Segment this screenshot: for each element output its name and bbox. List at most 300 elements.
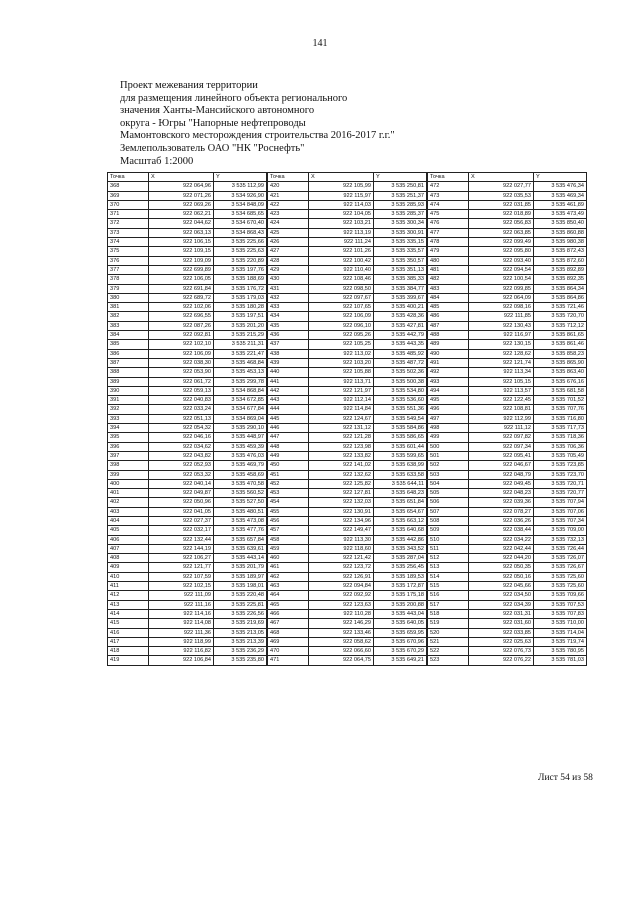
x-cell: 922 110,28 bbox=[309, 609, 374, 618]
column-header: X bbox=[309, 173, 374, 182]
x-cell: 922 113,02 bbox=[309, 349, 374, 358]
y-cell: 3 535 235,80 bbox=[214, 656, 267, 665]
x-cell: 922 106,27 bbox=[149, 554, 214, 563]
y-cell: 3 535 706,36 bbox=[534, 442, 587, 451]
table-row bbox=[268, 228, 427, 237]
y-cell: 3 535 335,57 bbox=[374, 247, 427, 256]
point-cell: 453 bbox=[268, 489, 309, 498]
coordinates-table-3 bbox=[427, 172, 587, 666]
coordinates-tables bbox=[107, 172, 587, 666]
point-cell: 375 bbox=[108, 247, 149, 256]
point-cell: 448 bbox=[268, 442, 309, 451]
point-cell: 517 bbox=[428, 600, 469, 609]
y-cell: 3 535 335,15 bbox=[374, 238, 427, 247]
y-cell: 3 535 718,36 bbox=[534, 433, 587, 442]
table-row bbox=[268, 377, 427, 386]
x-cell: 922 113,19 bbox=[309, 228, 374, 237]
x-cell: 922 044,62 bbox=[149, 219, 214, 228]
x-cell: 922 107,59 bbox=[149, 572, 214, 581]
table-row bbox=[268, 256, 427, 265]
x-cell: 922 040,14 bbox=[149, 479, 214, 488]
y-cell: 3 535 705,49 bbox=[534, 451, 587, 460]
y-cell: 3 535 219,69 bbox=[214, 619, 267, 628]
point-cell: 460 bbox=[268, 554, 309, 563]
point-cell: 494 bbox=[428, 386, 469, 395]
point-cell: 423 bbox=[268, 210, 309, 219]
x-cell: 922 042,44 bbox=[469, 544, 534, 553]
table-row bbox=[108, 479, 267, 488]
point-cell: 371 bbox=[108, 210, 149, 219]
point-cell: 379 bbox=[108, 284, 149, 293]
table-row bbox=[428, 516, 587, 525]
point-cell: 388 bbox=[108, 368, 149, 377]
point-cell: 419 bbox=[108, 656, 149, 665]
x-cell: 922 034,50 bbox=[469, 591, 534, 600]
table-row bbox=[268, 572, 427, 581]
x-cell: 922 031,60 bbox=[469, 619, 534, 628]
y-cell: 3 535 468,84 bbox=[214, 358, 267, 367]
table-row bbox=[428, 479, 587, 488]
point-cell: 482 bbox=[428, 275, 469, 284]
point-cell: 497 bbox=[428, 414, 469, 423]
point-cell: 402 bbox=[108, 498, 149, 507]
table-row bbox=[108, 656, 267, 665]
y-cell: 3 535 707,53 bbox=[534, 600, 587, 609]
table-row bbox=[428, 442, 587, 451]
point-cell: 431 bbox=[268, 284, 309, 293]
x-cell: 922 111,16 bbox=[149, 600, 214, 609]
table-row bbox=[108, 619, 267, 628]
table-row bbox=[428, 498, 587, 507]
table-row bbox=[108, 210, 267, 219]
y-cell: 3 535 225,81 bbox=[214, 600, 267, 609]
point-cell: 376 bbox=[108, 256, 149, 265]
table-header-row bbox=[428, 173, 587, 182]
table-row bbox=[268, 628, 427, 637]
point-cell: 449 bbox=[268, 451, 309, 460]
y-cell: 3 535 872,60 bbox=[534, 256, 587, 265]
x-cell: 922 095,41 bbox=[469, 451, 534, 460]
y-cell: 3 535 670,96 bbox=[374, 637, 427, 646]
x-cell: 922 144,19 bbox=[149, 544, 214, 553]
table-row bbox=[268, 200, 427, 209]
y-cell: 3 535 225,63 bbox=[214, 247, 267, 256]
y-cell: 3 535 443,35 bbox=[374, 340, 427, 349]
point-cell: 368 bbox=[108, 182, 149, 191]
x-cell: 922 121,74 bbox=[469, 358, 534, 367]
point-cell: 496 bbox=[428, 405, 469, 414]
y-cell: 3 535 220,48 bbox=[214, 591, 267, 600]
x-cell: 922 076,73 bbox=[469, 647, 534, 656]
table-row bbox=[268, 210, 427, 219]
table-row bbox=[268, 591, 427, 600]
y-cell: 3 535 676,16 bbox=[534, 377, 587, 386]
y-cell: 3 534 670,40 bbox=[214, 219, 267, 228]
table-row bbox=[108, 470, 267, 479]
point-cell: 502 bbox=[428, 461, 469, 470]
x-cell: 922 031,31 bbox=[469, 609, 534, 618]
x-cell: 922 126,91 bbox=[309, 572, 374, 581]
table-row bbox=[268, 507, 427, 516]
x-cell: 922 116,82 bbox=[149, 647, 214, 656]
table-row bbox=[268, 451, 427, 460]
y-cell: 3 535 638,99 bbox=[374, 461, 427, 470]
x-cell: 922 098,16 bbox=[469, 303, 534, 312]
x-cell: 922 121,77 bbox=[149, 563, 214, 572]
x-cell: 922 111,09 bbox=[149, 591, 214, 600]
table-row bbox=[428, 637, 587, 646]
heading-line: округа - Югры "Напорные нефтепроводы bbox=[120, 117, 306, 129]
table-row bbox=[108, 637, 267, 646]
table-row bbox=[108, 349, 267, 358]
y-cell: 3 535 663,12 bbox=[374, 516, 427, 525]
point-cell: 515 bbox=[428, 582, 469, 591]
x-cell: 922 132,44 bbox=[149, 535, 214, 544]
x-cell: 922 046,67 bbox=[469, 461, 534, 470]
x-cell: 922 058,62 bbox=[309, 637, 374, 646]
x-cell: 922 097,82 bbox=[469, 433, 534, 442]
point-cell: 466 bbox=[268, 609, 309, 618]
table-header-row bbox=[108, 173, 267, 182]
y-cell: 3 535 176,72 bbox=[214, 284, 267, 293]
table-row bbox=[268, 368, 427, 377]
point-cell: 479 bbox=[428, 247, 469, 256]
x-cell: 922 109,09 bbox=[149, 256, 214, 265]
table-row bbox=[108, 489, 267, 498]
y-cell: 3 535 112,99 bbox=[214, 182, 267, 191]
table-row bbox=[268, 554, 427, 563]
point-cell: 461 bbox=[268, 563, 309, 572]
x-cell: 922 149,47 bbox=[309, 526, 374, 535]
y-cell: 3 535 584,86 bbox=[374, 424, 427, 433]
x-cell: 922 027,37 bbox=[149, 516, 214, 525]
point-cell: 415 bbox=[108, 619, 149, 628]
point-cell: 488 bbox=[428, 331, 469, 340]
table-row bbox=[108, 526, 267, 535]
table-row bbox=[428, 265, 587, 274]
point-cell: 481 bbox=[428, 265, 469, 274]
table-row bbox=[428, 321, 587, 330]
table-row bbox=[108, 535, 267, 544]
y-cell: 3 535 197,76 bbox=[214, 265, 267, 274]
x-cell: 922 031,85 bbox=[469, 200, 534, 209]
point-cell: 435 bbox=[268, 321, 309, 330]
point-cell: 373 bbox=[108, 228, 149, 237]
x-cell: 922 113,30 bbox=[309, 535, 374, 544]
heading-line: Землепользователь ОАО "НК "Роснефть" bbox=[120, 142, 305, 154]
point-cell: 478 bbox=[428, 238, 469, 247]
y-cell: 3 535 725,60 bbox=[534, 582, 587, 591]
table-row bbox=[108, 554, 267, 563]
table-row bbox=[108, 293, 267, 302]
table-row bbox=[108, 284, 267, 293]
x-cell: 922 063,85 bbox=[469, 228, 534, 237]
x-cell: 922 044,20 bbox=[469, 554, 534, 563]
point-cell: 390 bbox=[108, 386, 149, 395]
x-cell: 922 112,14 bbox=[309, 396, 374, 405]
table-row bbox=[108, 238, 267, 247]
x-cell: 922 095,80 bbox=[469, 247, 534, 256]
point-cell: 404 bbox=[108, 516, 149, 525]
point-cell: 498 bbox=[428, 424, 469, 433]
table-row bbox=[108, 628, 267, 637]
table-row bbox=[108, 572, 267, 581]
table-row bbox=[268, 609, 427, 618]
x-cell: 922 105,25 bbox=[309, 340, 374, 349]
point-cell: 487 bbox=[428, 321, 469, 330]
y-cell: 3 535 448,97 bbox=[214, 433, 267, 442]
point-cell: 522 bbox=[428, 647, 469, 656]
table-row bbox=[108, 228, 267, 237]
point-cell: 473 bbox=[428, 191, 469, 200]
y-cell: 3 535 720,70 bbox=[534, 312, 587, 321]
x-cell: 922 096,10 bbox=[309, 321, 374, 330]
y-cell: 3 535 201,79 bbox=[214, 563, 267, 572]
x-cell: 922 094,54 bbox=[469, 265, 534, 274]
table-row bbox=[428, 656, 587, 665]
y-cell: 3 535 560,52 bbox=[214, 489, 267, 498]
y-cell: 3 535 299,78 bbox=[214, 377, 267, 386]
y-cell: 3 535 601,44 bbox=[374, 442, 427, 451]
point-cell: 380 bbox=[108, 293, 149, 302]
y-cell: 3 535 670,29 bbox=[374, 647, 427, 656]
table-row bbox=[428, 340, 587, 349]
x-cell: 922 118,60 bbox=[309, 544, 374, 553]
table-row bbox=[108, 200, 267, 209]
y-cell: 3 535 651,84 bbox=[374, 498, 427, 507]
x-cell: 922 035,53 bbox=[469, 191, 534, 200]
point-cell: 508 bbox=[428, 516, 469, 525]
y-cell: 3 535 477,76 bbox=[214, 526, 267, 535]
heading-line: Масштаб 1:2000 bbox=[120, 155, 194, 167]
x-cell: 922 113,57 bbox=[469, 386, 534, 395]
x-cell: 922 108,81 bbox=[469, 405, 534, 414]
point-cell: 477 bbox=[428, 228, 469, 237]
y-cell: 3 535 285,37 bbox=[374, 210, 427, 219]
x-cell: 922 122,45 bbox=[469, 396, 534, 405]
x-cell: 922 059,13 bbox=[149, 386, 214, 395]
y-cell: 3 535 384,77 bbox=[374, 284, 427, 293]
table-row bbox=[428, 582, 587, 591]
point-cell: 459 bbox=[268, 544, 309, 553]
x-cell: 922 112,99 bbox=[469, 414, 534, 423]
point-cell: 485 bbox=[428, 303, 469, 312]
y-cell: 3 535 351,13 bbox=[374, 265, 427, 274]
y-cell: 3 535 707,06 bbox=[534, 507, 587, 516]
point-cell: 486 bbox=[428, 312, 469, 321]
y-cell: 3 535 586,65 bbox=[374, 433, 427, 442]
table-row bbox=[428, 358, 587, 367]
table-row bbox=[268, 582, 427, 591]
y-cell: 3 535 453,13 bbox=[214, 368, 267, 377]
x-cell: 922 121,42 bbox=[309, 554, 374, 563]
point-cell: 440 bbox=[268, 368, 309, 377]
point-cell: 447 bbox=[268, 433, 309, 442]
table-row bbox=[268, 349, 427, 358]
y-cell: 3 535 220,89 bbox=[214, 256, 267, 265]
point-cell: 521 bbox=[428, 637, 469, 646]
table-row bbox=[268, 433, 427, 442]
table-row bbox=[428, 247, 587, 256]
table-row bbox=[268, 303, 427, 312]
point-cell: 385 bbox=[108, 340, 149, 349]
table-row bbox=[428, 461, 587, 470]
table-row bbox=[108, 600, 267, 609]
table-row bbox=[108, 591, 267, 600]
y-cell: 3 535 720,71 bbox=[534, 479, 587, 488]
y-cell: 3 535 549,54 bbox=[374, 414, 427, 423]
table-row bbox=[268, 358, 427, 367]
point-cell: 439 bbox=[268, 358, 309, 367]
x-cell: 922 097,34 bbox=[469, 442, 534, 451]
x-cell: 922 114,16 bbox=[149, 609, 214, 618]
y-cell: 3 535 300,91 bbox=[374, 228, 427, 237]
point-cell: 425 bbox=[268, 228, 309, 237]
y-cell: 3 535 175,18 bbox=[374, 591, 427, 600]
x-cell: 922 111,36 bbox=[149, 628, 214, 637]
column-header: Y bbox=[374, 173, 427, 182]
point-cell: 450 bbox=[268, 461, 309, 470]
y-cell: 3 535 487,72 bbox=[374, 358, 427, 367]
point-cell: 417 bbox=[108, 637, 149, 646]
point-cell: 505 bbox=[428, 489, 469, 498]
y-cell: 3 535 198,01 bbox=[214, 582, 267, 591]
table-row bbox=[108, 609, 267, 618]
x-cell: 922 034,22 bbox=[469, 535, 534, 544]
y-cell: 3 535 442,86 bbox=[374, 535, 427, 544]
y-cell: 3 535 980,38 bbox=[534, 238, 587, 247]
y-cell: 3 535 712,12 bbox=[534, 321, 587, 330]
table-row bbox=[428, 489, 587, 498]
x-cell: 922 121,28 bbox=[309, 433, 374, 442]
table-row bbox=[428, 591, 587, 600]
heading-line: значения Ханты-Мансийского автономного bbox=[120, 105, 315, 117]
y-cell: 3 535 707,94 bbox=[534, 498, 587, 507]
page-number: 141 bbox=[312, 38, 328, 49]
x-cell: 922 041,05 bbox=[149, 507, 214, 516]
table-row bbox=[428, 414, 587, 423]
y-cell: 3 534 672,85 bbox=[214, 396, 267, 405]
x-cell: 922 034,62 bbox=[149, 442, 214, 451]
table-row bbox=[268, 182, 427, 191]
table-row bbox=[428, 303, 587, 312]
point-cell: 501 bbox=[428, 451, 469, 460]
y-cell: 3 535 300,34 bbox=[374, 219, 427, 228]
document-heading bbox=[120, 80, 395, 168]
y-cell: 3 535 850,40 bbox=[534, 219, 587, 228]
y-cell: 3 535 476,34 bbox=[534, 182, 587, 191]
table-row bbox=[108, 563, 267, 572]
point-cell: 467 bbox=[268, 619, 309, 628]
x-cell: 922 108,46 bbox=[309, 275, 374, 284]
x-cell: 922 107,65 bbox=[309, 303, 374, 312]
table-row bbox=[428, 238, 587, 247]
y-cell: 3 535 726,67 bbox=[534, 563, 587, 572]
y-cell: 3 535 470,58 bbox=[214, 479, 267, 488]
table-row bbox=[428, 293, 587, 302]
point-cell: 519 bbox=[428, 619, 469, 628]
x-cell: 922 053,32 bbox=[149, 470, 214, 479]
y-cell: 3 535 443,14 bbox=[214, 554, 267, 563]
column-header: Точка bbox=[428, 173, 469, 182]
point-cell: 454 bbox=[268, 498, 309, 507]
point-cell: 443 bbox=[268, 396, 309, 405]
point-cell: 445 bbox=[268, 414, 309, 423]
table-row bbox=[108, 331, 267, 340]
x-cell: 922 025,63 bbox=[469, 637, 534, 646]
table-row bbox=[108, 303, 267, 312]
x-cell: 922 095,26 bbox=[309, 331, 374, 340]
point-cell: 470 bbox=[268, 647, 309, 656]
point-cell: 438 bbox=[268, 349, 309, 358]
y-cell: 3 535 649,21 bbox=[374, 656, 427, 665]
point-cell: 446 bbox=[268, 424, 309, 433]
point-cell: 504 bbox=[428, 479, 469, 488]
point-cell: 475 bbox=[428, 210, 469, 219]
table-row bbox=[108, 405, 267, 414]
y-cell: 3 535 644,11 bbox=[374, 479, 427, 488]
table-row bbox=[428, 647, 587, 656]
table-row bbox=[268, 312, 427, 321]
x-cell: 922 115,97 bbox=[309, 191, 374, 200]
y-cell: 3 535 179,03 bbox=[214, 293, 267, 302]
point-cell: 393 bbox=[108, 414, 149, 423]
point-cell: 399 bbox=[108, 470, 149, 479]
table-row bbox=[108, 265, 267, 274]
point-cell: 414 bbox=[108, 609, 149, 618]
point-cell: 432 bbox=[268, 293, 309, 302]
table-row bbox=[108, 461, 267, 470]
x-cell: 922 063,13 bbox=[149, 228, 214, 237]
y-cell: 3 535 180,28 bbox=[214, 303, 267, 312]
point-cell: 511 bbox=[428, 544, 469, 553]
point-cell: 480 bbox=[428, 256, 469, 265]
y-cell: 3 535 681,58 bbox=[534, 386, 587, 395]
table-row bbox=[428, 182, 587, 191]
x-cell: 922 050,35 bbox=[469, 563, 534, 572]
y-cell: 3 535 633,58 bbox=[374, 470, 427, 479]
x-cell: 922 101,26 bbox=[309, 247, 374, 256]
y-cell: 3 535 476,03 bbox=[214, 451, 267, 460]
table-row bbox=[428, 331, 587, 340]
x-cell: 922 130,43 bbox=[469, 321, 534, 330]
table-row bbox=[268, 238, 427, 247]
x-cell: 922 100,42 bbox=[309, 256, 374, 265]
column-header: Точка bbox=[108, 173, 149, 182]
sheet-footer: Лист 54 из 58 bbox=[538, 773, 593, 783]
x-cell: 922 033,24 bbox=[149, 405, 214, 414]
point-cell: 396 bbox=[108, 442, 149, 451]
y-cell: 3 535 536,60 bbox=[374, 396, 427, 405]
point-cell: 381 bbox=[108, 303, 149, 312]
point-cell: 514 bbox=[428, 572, 469, 581]
x-cell: 922 106,09 bbox=[149, 349, 214, 358]
point-cell: 507 bbox=[428, 507, 469, 516]
x-cell: 922 046,16 bbox=[149, 433, 214, 442]
x-cell: 922 032,17 bbox=[149, 526, 214, 535]
y-cell: 3 535 250,81 bbox=[374, 182, 427, 191]
point-cell: 458 bbox=[268, 535, 309, 544]
table-row bbox=[428, 554, 587, 563]
y-cell: 3 535 473,08 bbox=[214, 516, 267, 525]
table-row bbox=[268, 498, 427, 507]
point-cell: 469 bbox=[268, 637, 309, 646]
y-cell: 3 535 385,33 bbox=[374, 275, 427, 284]
x-cell: 922 056,83 bbox=[469, 219, 534, 228]
point-cell: 520 bbox=[428, 628, 469, 637]
point-cell: 491 bbox=[428, 358, 469, 367]
table-row bbox=[428, 377, 587, 386]
